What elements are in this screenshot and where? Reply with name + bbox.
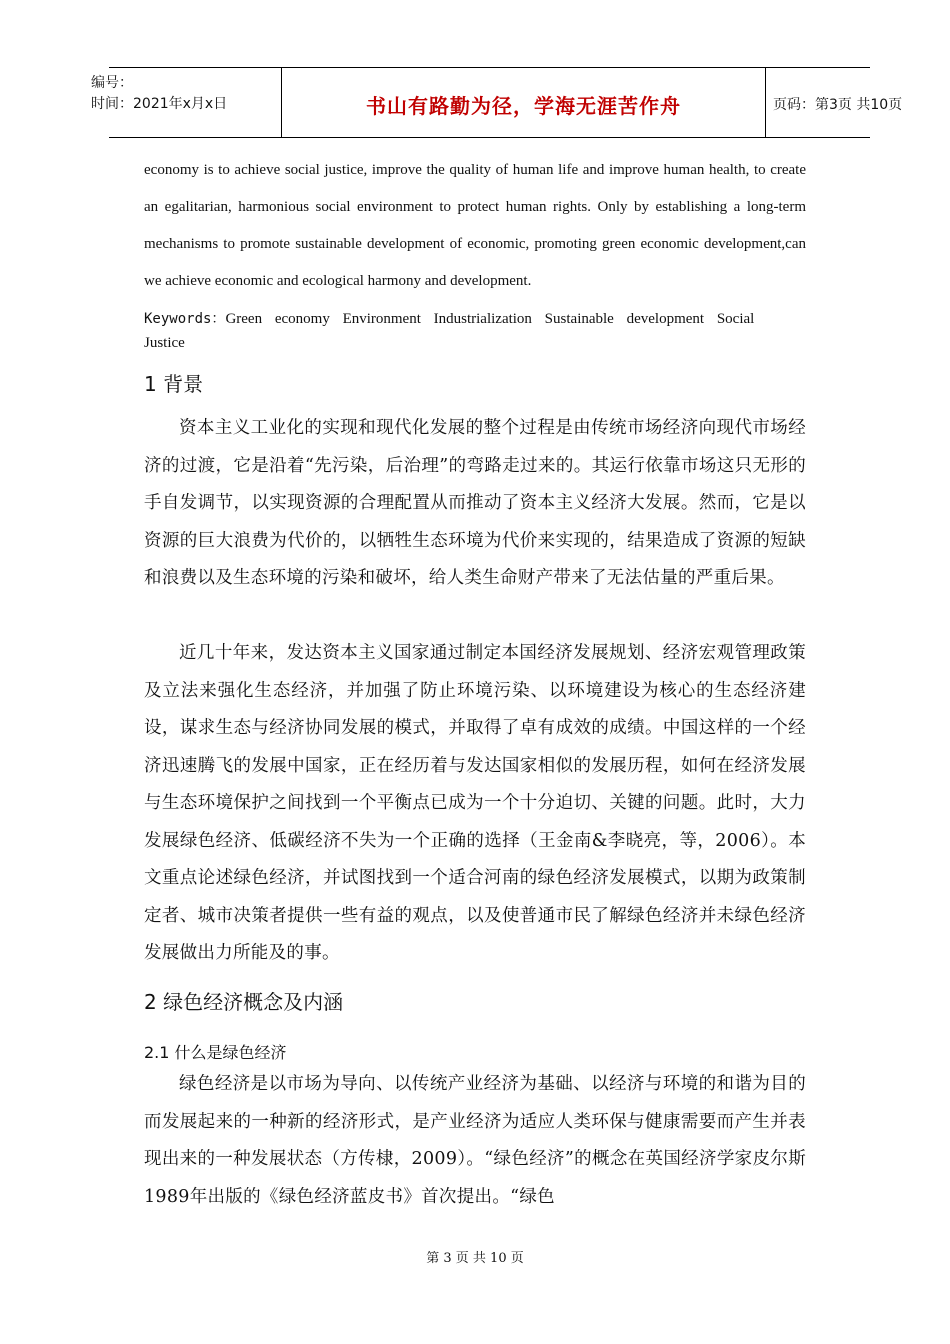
section-2-heading: 2 绿色经济概念及内涵 <box>144 990 344 1014</box>
page-footer: 第 3 页 共 10 页 <box>426 1251 524 1266</box>
header-motto-cell <box>281 68 766 137</box>
header-meta-cell <box>91 68 281 137</box>
section-1-paragraph-1: 资本主义工业化的实现和现代化发展的整个过程是由传统市场经济向现代市场经济的过渡，它是沿着“先污染，后治理”的弯路走过来的。其运行依靠市场这只无形的手自发调节，以实现资源的合理配置从而推动了资本主义经济大发展。然而，它是以资源的巨大浪费为代价的，以牺牲生态环境为代价来实现的，结果造成了资源的短缺和浪费以及生态环境的污染和破坏，给人类生命财产带来了无法估量的严重后果。 <box>144 418 806 588</box>
motto: 书山有路勤为径，学海无涯苦作舟 <box>366 94 681 118</box>
section-2-1-paragraph-1: 绿色经济是以市场为导向、以传统产业经济为基础、以经济与环境的和谐为目的而发展起来的一种新的经济形式，是产业经济为适应人类环保与健康需要而产生并表现出来的一种发展状态（方传棣，2009）。“绿色经济”的概念在英国经济学家皮尔斯1989年出版的《绿色经济蓝皮书》首次提出。“绿色 <box>144 1074 806 1207</box>
abstract-tail: economy is to achieve social justice, improve the quality of human life and improve human health, to create an egalitarian, harmonious social environment to protect human rights. Only by establishing a long-term mechanisms to promote sustainable development of economic, promoting green economic development,can we achieve economic and ecological harmony and development. <box>144 162 806 289</box>
date-label: 时间：2021年x月x日 <box>91 96 228 112</box>
header-page-cell <box>765 68 903 137</box>
keywords <box>144 307 806 355</box>
keywords-list: Green economy Environment Industrialization Sustainable development Social Justice <box>144 311 755 351</box>
section-2-1-heading: 2.1 什么是绿色经济 <box>144 1043 287 1062</box>
section-1-heading: 1 背景 <box>144 372 204 396</box>
keywords-label: Keywords： <box>144 311 226 327</box>
page-code: 页码：第3页 共10页 <box>773 97 903 113</box>
page-header <box>91 67 903 138</box>
section-1-paragraph-2: 近几十年来，发达资本主义国家通过制定本国经济发展规划、经济宏观管理政策及立法来强化生态经济，并加强了防止环境污染、以环境建设为核心的生态经济建设，谋求生态与经济协同发展的模式，并取得了卓有成效的成绩。中国这样的一个经济迅速腾飞的发展中国家，正在经历着与发达国家相似的发展历程，如何在经济发展与生态环境保护之间找到一个平衡点已成为一个十分迫切、关键的问题。此时，大力发展绿色经济、低碳经济不失为一个正确的选择（王金南&李晓亮，等，2006）。本文重点论述绿色经济，并试图找到一个适合河南的绿色经济发展模式，以期为政策制定者、城市决策者提供一些有益的观点，以及使普通市民了解绿色经济并未绿色经济发展做出力所能及的事。 <box>144 643 806 963</box>
number-label: 编号： <box>91 75 133 91</box>
